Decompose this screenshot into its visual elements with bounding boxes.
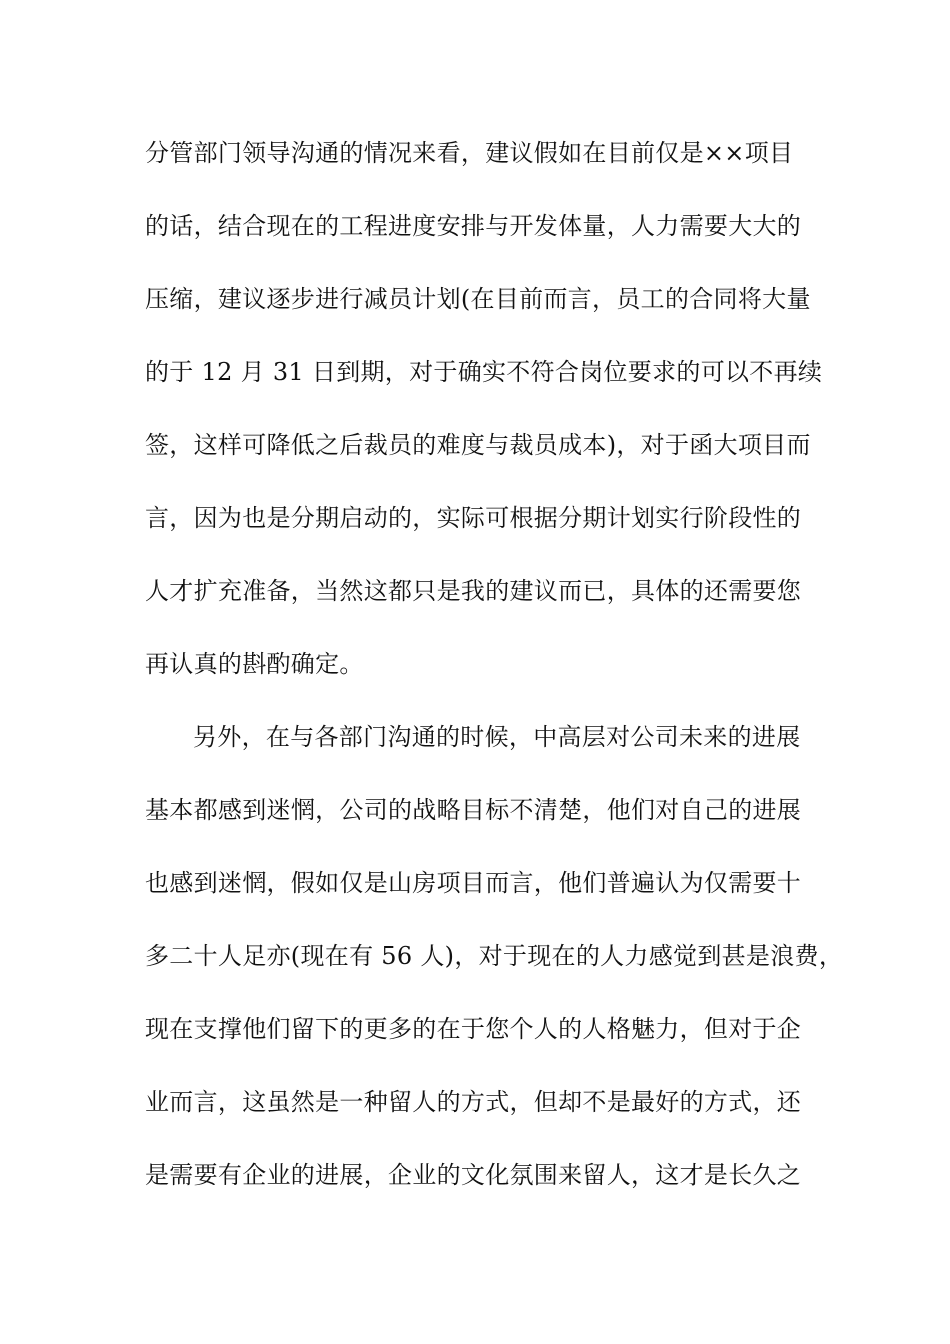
- paragraph-start-line: 另外，在与各部门沟通的时候，中高层对公司未来的进展: [193, 723, 801, 751]
- text-line: 再认真的斟酌确定。: [145, 650, 364, 678]
- text-line: 人才扩充准备，当然这都只是我的建议而已，具体的还需要您: [145, 577, 802, 605]
- text-line: 基本都感到迷惘，公司的战略目标不清楚，他们对自己的进展: [145, 796, 802, 824]
- text-line: 也感到迷惘，假如仅是山房项目而言，他们普遍认为仅需要十: [145, 869, 802, 897]
- text-line: 签，这样可降低之后裁员的难度与裁员成本)，对于函大项目而: [145, 431, 811, 459]
- text-line: 是需要有企业的进展，企业的文化氛围来留人，这才是长久之: [145, 1161, 802, 1189]
- text-line: 现在支撑他们留下的更多的在于您个人的人格魅力，但对于企: [145, 1015, 802, 1043]
- text-line: 多二十人足亦(现在有 56 人)，对于现在的人力感觉到甚是浪费，: [145, 942, 844, 970]
- text-line: 分管部门领导沟通的情况来看，建议假如在目前仅是××项目: [145, 139, 794, 167]
- text-line: 业而言，这虽然是一种留人的方式，但却不是最好的方式，还: [145, 1088, 802, 1116]
- text-line: 的话，结合现在的工程进度安排与开发体量，人力需要大大的: [145, 212, 802, 240]
- text-line: 言，因为也是分期启动的，实际可根据分期计划实行阶段性的: [145, 504, 802, 532]
- text-line: 的于 12 月 31 日到期，对于确实不符合岗位要求的可以不再续: [145, 358, 823, 386]
- text-line: 压缩，建议逐步进行减员计划(在目前而言，员工的合同将大量: [145, 285, 811, 313]
